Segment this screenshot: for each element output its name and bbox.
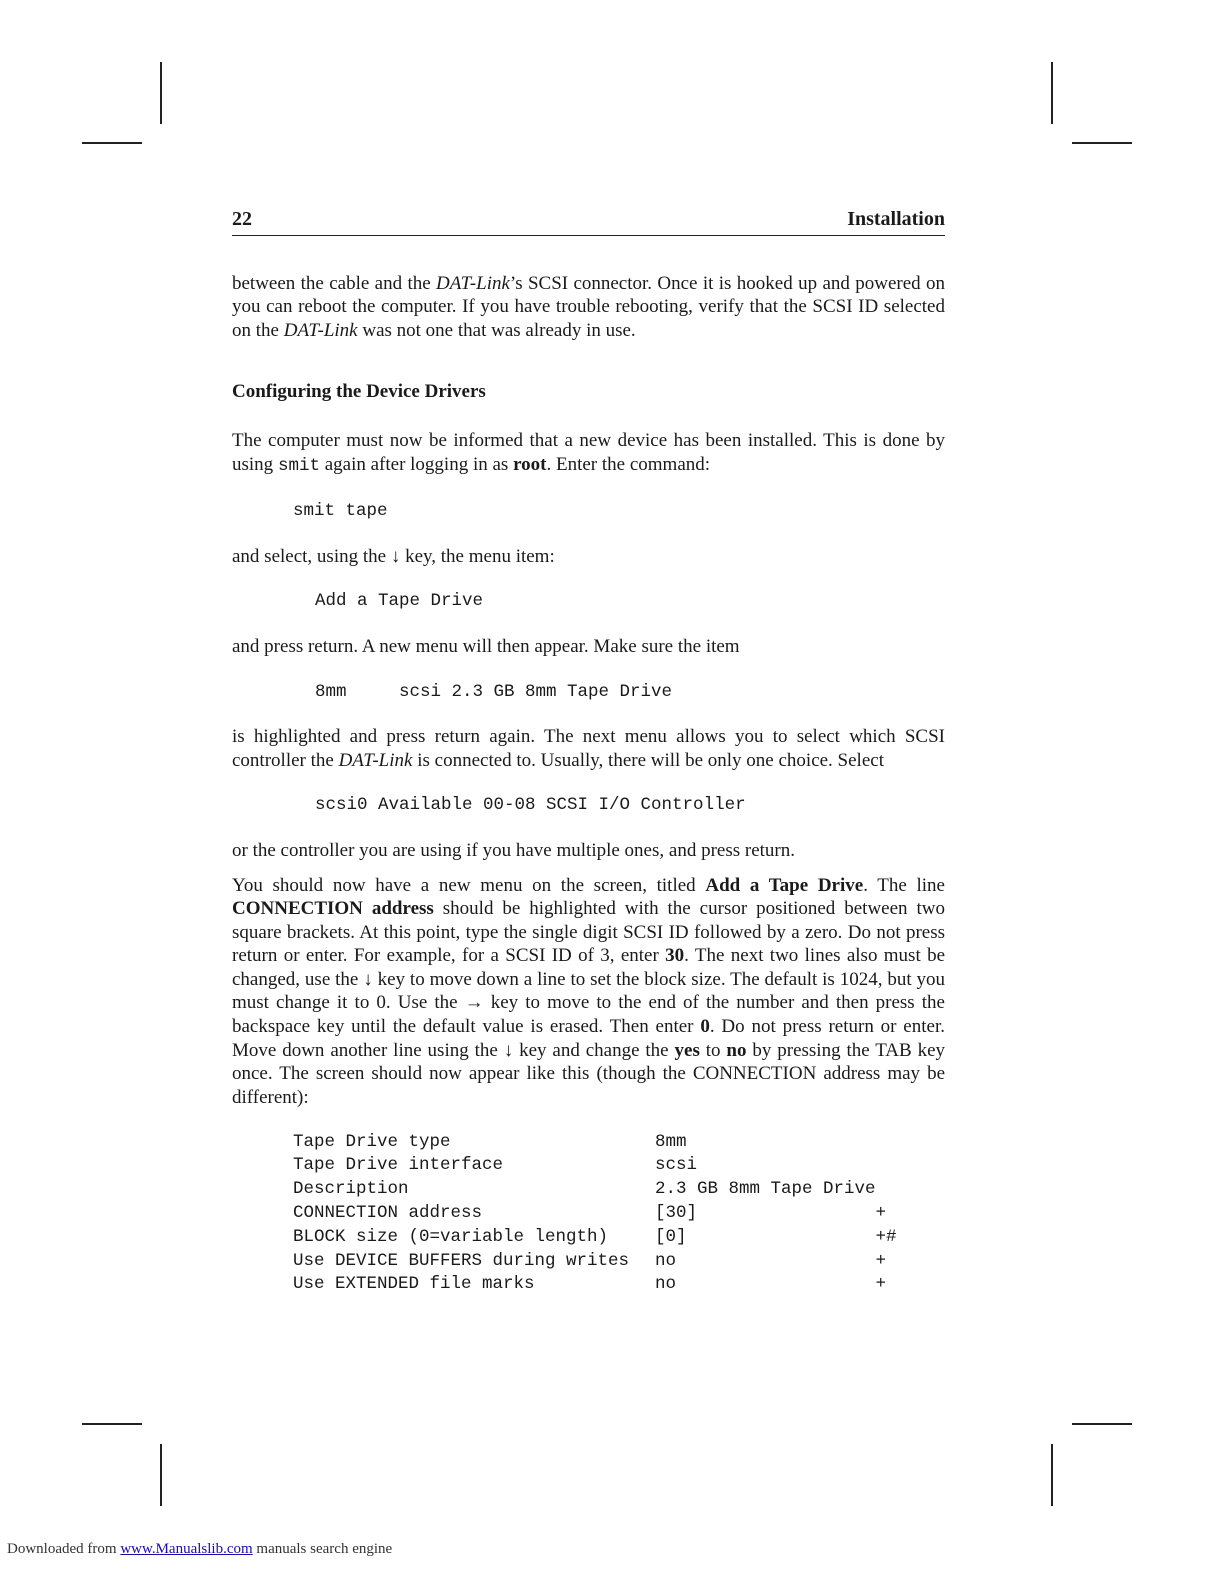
product-name: DAT-Link (436, 272, 510, 294)
intro-paragraph: between the cable and the DAT-Link’s SCSI connector. Once it is hooked up and powered on you can reboot the computer. If you have trouble rebooting, verify that the SCSI ID selected on the DAT-Link was not one that was already in use. (232, 272, 946, 341)
config-value: scsi (655, 1155, 698, 1176)
config-label: Tape Drive type (293, 1131, 451, 1152)
config-value: no (655, 1250, 677, 1271)
config-label: CONNECTION address (293, 1202, 483, 1223)
paragraph: You should now have a new menu on the screen, titled Add a Tape Drive. The line CONNECTION address should be highlighted with the cursor positioned between two square brackets. At this point, type the single digit SCSI ID followed by a zero. Do not press return or enter. For example, for a SCSI ID of 3, enter 30. The next two lines also must be changed, use the ↓ key to move down a line to set the block size. The default is 1024, but you must change it to 0. Use the → key to move to the end of the number and then press the backspace key until the default value is erased. Then enter 0. Do not press return or enter. Move down another line using the ↓ key and change the yes to no by pressing the TAB key once. The screen should now appear like this (though the CONNECTION address may be different): (232, 874, 946, 1108)
crop-mark (1072, 142, 1132, 144)
table-row (293, 1249, 897, 1273)
config-label: Description (293, 1179, 409, 1200)
menu-item-line: Add a Tape Drive (315, 591, 484, 612)
crop-mark (1072, 1423, 1132, 1425)
page-number: 22 (232, 208, 252, 230)
paragraph: or the controller you are using if you have multiple ones, and press return. (232, 839, 795, 861)
config-flag: + (875, 1250, 887, 1271)
crop-mark (82, 1423, 142, 1425)
table-row (293, 1130, 897, 1154)
table-row (293, 1178, 897, 1202)
config-value: 8mm (655, 1131, 687, 1152)
paragraph: The computer must now be informed that a new device has been installed. This is done by using smit again after logging in as root. Enter the command: (232, 429, 945, 476)
table-row (293, 1202, 897, 1226)
paragraph: and press return. A new menu will then appear. Make sure the item (232, 635, 740, 657)
manualslib-link[interactable]: www.Manualslib.com (120, 1541, 253, 1557)
product-name: DAT-Link (283, 319, 358, 341)
crop-mark (160, 1444, 162, 1506)
config-screen-table (293, 1130, 897, 1297)
table-row (293, 1226, 897, 1250)
menu-item-line: 8mm scsi 2.3 GB 8mm Tape Drive (315, 681, 673, 702)
config-value: [30] (655, 1202, 698, 1223)
config-value: 2.3 GB 8mm Tape Drive (655, 1179, 876, 1200)
config-value: [0] (655, 1226, 687, 1247)
crop-mark (1051, 62, 1053, 124)
paragraph: is highlighted and press return again. The next menu allows you to select which SCSI controller the DAT-Link is connected to. Usually, there will be only one choice. Select (232, 726, 945, 771)
product-name: DAT-Link (338, 749, 413, 771)
section-heading: Configuring the Device Drivers (232, 381, 486, 403)
running-header (232, 208, 945, 236)
crop-mark (160, 62, 162, 124)
inline-code: smit (277, 455, 320, 476)
config-value: no (655, 1274, 677, 1295)
config-flag (876, 1130, 897, 1154)
config-flag (876, 1154, 897, 1178)
page-body (232, 208, 945, 1297)
paragraph: and select, using the ↓ key, the menu item: (232, 545, 555, 567)
config-flag: + (875, 1274, 887, 1295)
crop-mark (82, 142, 142, 144)
command-line: smit tape (293, 501, 388, 522)
config-label: Use DEVICE BUFFERS during writes (293, 1250, 630, 1271)
config-flag (876, 1178, 897, 1202)
config-flag: + (875, 1202, 887, 1223)
section-title: Installation (847, 208, 945, 230)
bold-term: root (513, 453, 547, 475)
table-row (293, 1154, 897, 1178)
config-label: Tape Drive interface (293, 1155, 504, 1176)
download-footer: Downloaded from www.Manualslib.com manuals search engine (7, 1541, 393, 1557)
config-label: BLOCK size (0=variable length) (293, 1226, 609, 1247)
config-label: Use EXTENDED file marks (293, 1274, 535, 1295)
crop-mark (1051, 1444, 1053, 1506)
table-row (293, 1273, 897, 1297)
config-flag: +# (875, 1226, 897, 1247)
menu-item-line: scsi0 Available 00-08 SCSI I/O Controller (315, 795, 746, 816)
